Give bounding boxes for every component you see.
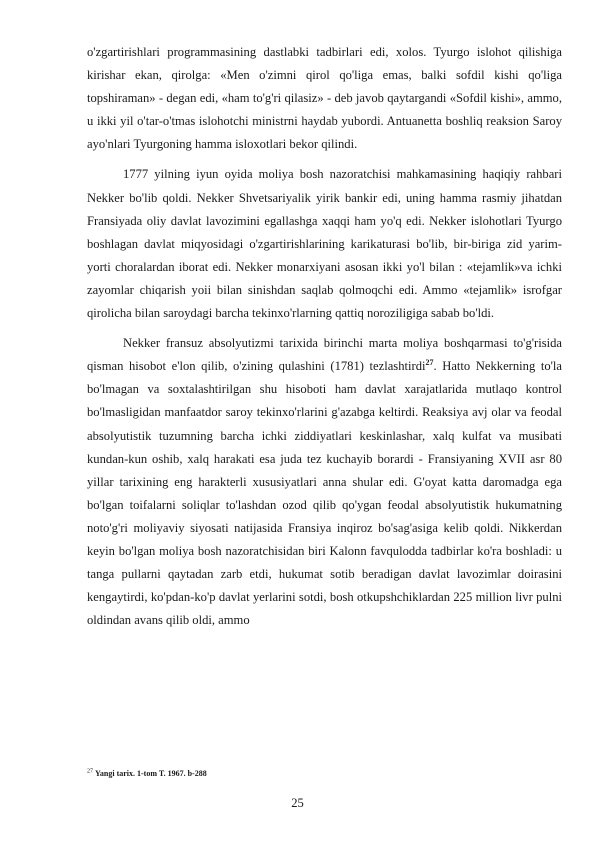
paragraph-1-text: o'zgartirishlari programmasining dastlabki tadbirlari edi, xolos. Tyurgo islohot qilishiga kirishar ekan, qirolga: «Men o'zimni qirol qo'liga emas, balki sofdil kishi qo'liga topshiraman» - degan edi, «ham to'g'ri qilasiz» - deb javob qaytargandi «Sofdil kishi», ammo, u ikki yil o'tar-o'tmas islohotchi ministrni haydab yubordi. Antuanetta boshliq reaksion Saroy ayo'nlari Tyurgoning hamma isloxotlari bekor qilindi. xyxy=(87,45,562,152)
paragraph-3-text-before-ref: Nekker fransuz absolyutizmi tarixida birinchi marta moliya boshqarmasi to'g'risida qisman hisobot e'lon qilib, o'zining qulashini (1781) tezlashtirdi xyxy=(87,336,562,374)
paragraph-2 xyxy=(87,163,562,325)
paragraph-3 xyxy=(87,332,562,632)
footnote-reference[interactable]: 27 xyxy=(425,358,434,368)
footnote xyxy=(87,768,562,779)
footnote-mark: 27 xyxy=(87,768,93,775)
paragraph-1 xyxy=(87,41,562,156)
body-text xyxy=(87,41,562,632)
page-number: 25 xyxy=(291,796,304,810)
footnote-text: Yangi tarix. 1-tom T. 1967. b-288 xyxy=(95,769,207,778)
paragraph-3-text-after-ref: . Hatto Nekkerning to'la bo'lmagan va soxtalashtirilgan shu hisoboti ham davlat xarajatlarida mutlaqo kontrol bo'lmasligidan manfaatdor saroy tekinxo'rlarini g'azabga keltirdi. Reaksiya avj olar va feodal absolyutistik tuzumning barcha ichki ziddiyatlari keskinlashar, xalq kulfat va musibati kundan-kun oshib, xalq harakati esa juda tez kuchayib borardi - Fransiyaning XVII asr 80 yillar tarixining eng harakterli xususiyatlari anna shular edi. G'oyat katta daromadga ega bo'lgan toifalarni soliqlar to'lashdan ozod qilib qo'ygan feodal absolyutistik hukumatning noto'g'ri moliyaviy siyosati natijasida Fransiya inqiroz bo'sag'asiga kelib qoldi. Nikkerdan keyin bo'lgan moliya bosh nazoratchisidan biri Kalonn favqulodda tadbirlar ko'ra boshladi: u tanga pullarni qaytadan zarb etdi, hukumat sotib beradigan davlat lavozimlar doirasini kengaytirdi, ko'pdan-ko'p davlat yerlarini sotdi, bosh otkupshchiklardan 225 million livr pulni oldindan avans qilib oldi, ammo xyxy=(87,359,562,628)
paragraph-2-text: 1777 yilning iyun oyida moliya bosh nazoratchisi mahkamasining haqiqiy rahbari Nekker bo'lib qoldi. Nekker Shvetsariyalik yirik bankir edi, uning hamma rasmiy jihatdan Fransiyada oliy davlat lavozimini egallashga xaqqi ham yo'q edi. Nekker islohotlari Tyurgo boshlagan davlat miqyosidagi o'zgartirishlarining karikaturasi bo'lib, bir-biriga zid yarim-yorti choralardan iborat edi. Nekker monarxiyani asosan ikki yo'l bilan : «tejamlik»va ichki zayomlar chiqarish yoii bilan sinishdan saqlab qolmoqchi edi. Ammo «tejamlik» isrofgar qirolicha bilan saroydagi barcha tekinxo'rlarning qattiq noroziligiga sabab bo'ldi. xyxy=(87,167,562,321)
